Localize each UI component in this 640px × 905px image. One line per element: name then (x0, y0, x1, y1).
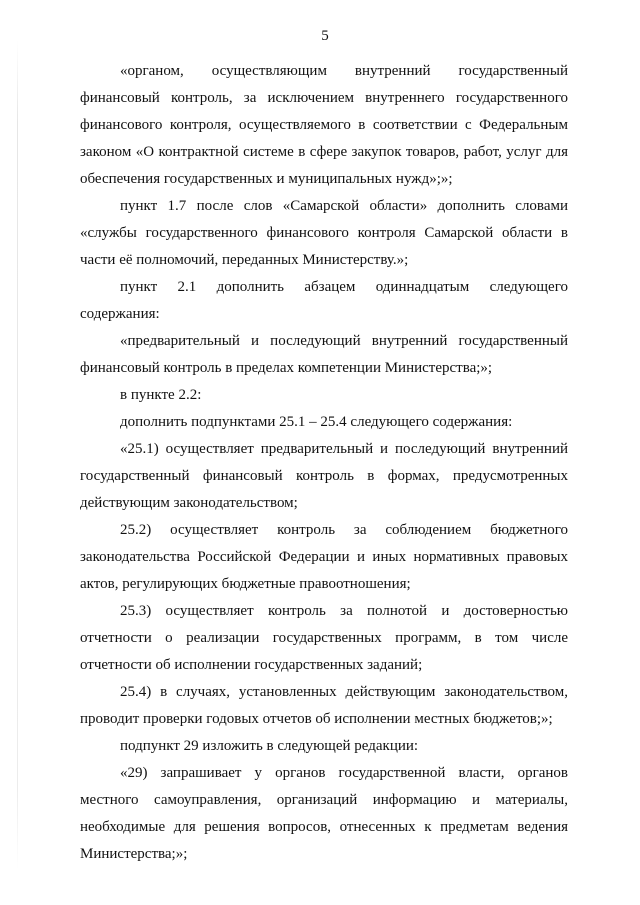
paragraph-subpoint-25-3: 25.3) осуществляет контроль за полнотой и достоверностью отчетности о реализации государственных программ, в том числе отчетности об исполнении государственных заданий; (80, 603, 568, 673)
paragraph-subpoint-29-intro: подпункт 29 изложить в следующей редакции: (120, 738, 419, 754)
paragraph-add-subpoints: дополнить подпунктами 25.1 – 25.4 следующего содержания: (120, 414, 513, 430)
page-number: 5 (321, 28, 329, 44)
paragraph-control-competence: «предварительный и последующий внутренний государственный финансовый контроль в пределах компетенции Министерства;»; (80, 333, 568, 376)
paragraph-organ-definition: «органом, осуществляющим внутренний государственный финансовый контроль, за исключением внутреннего государственного финансового контроля, осуществляемого в соответствии с Федеральным законом «О контрактной системе в сфере закупок товаров, работ, услуг для обеспечения государственных и муниципальных нужд»;»; (80, 63, 568, 187)
paragraph-subpoint-25-2: 25.2) осуществляет контроль за соблюдением бюджетного законодательства Российской Федерации и иных нормативных правовых актов, регулирующих бюджетные правоотношения; (80, 522, 568, 592)
paragraph-subpoint-25-1: «25.1) осуществляет предварительный и последующий внутренний государственный финансовый контроль в формах, предусмотренных действующим законодательством; (80, 441, 568, 511)
paragraph-subpoint-25-4: 25.4) в случаях, установленных действующим законодательством, проводит проверки годовых отчетов об исполнении местных бюджетов;»; (80, 684, 568, 727)
paragraph-point-1-7: пункт 1.7 после слов «Самарской области» дополнить словами «службы государственного финансового контроля Самарской области в части её полномочий, переданных Министерству.»; (80, 198, 568, 268)
paragraph-point-2-1: пункт 2.1 дополнить абзацем одиннадцатым следующего содержания: (80, 279, 568, 322)
paragraph-subpoint-29-text: «29) запрашивает у органов государственной власти, органов местного самоуправления, организаций информацию и материалы, необходимые для решения вопросов, отнесенных к предметам ведения Министерства;»; (80, 765, 568, 862)
scan-edge-line (17, 40, 18, 870)
document-body (80, 58, 568, 868)
paragraph-point-2-2: в пункте 2.2: (120, 387, 202, 403)
